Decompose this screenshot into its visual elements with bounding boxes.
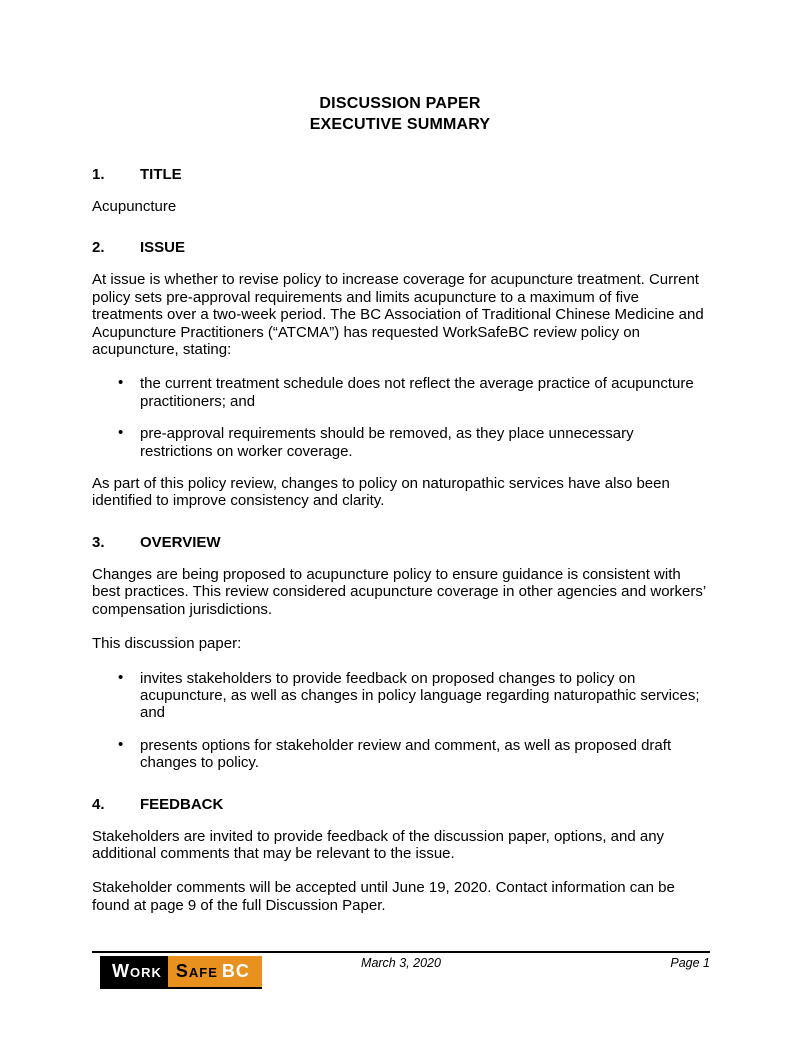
section-label: ISSUE [140, 239, 186, 257]
document-title-line2: EXECUTIVE SUMMARY [309, 116, 491, 133]
bullet-icon: • [118, 735, 124, 753]
section-heading-overview [92, 534, 708, 551]
section-number: 3. [92, 533, 105, 551]
footer-date: March 3, 2020 [361, 956, 441, 970]
list-item [92, 425, 708, 460]
paragraph: Changes are being proposed to acupuncture policy to ensure guidance is consistent with best practices. This review considered acupuncture coverage in other agencies and workers’ compensation jurisdictions. [92, 565, 706, 618]
section-heading-issue [92, 239, 708, 256]
bullet-icon: • [118, 374, 124, 392]
footer-page-number: Page 1 [670, 956, 710, 970]
paragraph: Acupuncture [92, 198, 177, 215]
page-footer [92, 951, 710, 989]
section-number: 1. [92, 166, 105, 183]
paragraph: Stakeholders are invited to provide feedback of the discussion paper, options, and any additional comments that may be relevant to the issue. [92, 827, 665, 862]
bullet-icon: • [118, 424, 124, 442]
document-title-line1: DISCUSSION PAPER [319, 95, 481, 112]
logo-bc-segment: BC [220, 956, 262, 987]
section-label: FEEDBACK [140, 795, 224, 813]
list-item-text: the current treatment schedule does not reflect the average practice of acupuncture practitioners; and [140, 375, 694, 410]
section-number: 2. [92, 239, 105, 257]
logo-safe-segment: Safe [168, 956, 220, 987]
footer-row [92, 953, 710, 989]
paragraph: At issue is whether to revise policy to increase coverage for acupuncture treatment. Current policy sets pre-approval requirements and limits acupuncture to a maximum of five treatments over a two-week period. The BC Association of Traditional Chinese Medicine and Acupuncture Practitioners (“ATCMA”) has requested WorkSafeBC review policy on acupuncture, stating: [92, 271, 704, 359]
paragraph: As part of this policy review, changes to policy on naturopathic services have also been identified to improve consistency and clarity. [92, 475, 670, 510]
list-item [92, 670, 708, 722]
bullet-icon: • [118, 668, 124, 686]
document-title [92, 93, 708, 135]
list-item-text: presents options for stakeholder review and comment, as well as proposed draft changes to policy. [140, 736, 672, 772]
list-item-text: pre-approval requirements should be removed, as they place unnecessary restrictions on worker coverage. [140, 425, 634, 460]
document-body [92, 93, 708, 931]
paragraph: Stakeholder comments will be accepted until June 19, 2020. Contact information can be found at page 9 of the full Discussion Paper. [92, 879, 675, 914]
paragraph: This discussion paper: [92, 635, 242, 653]
list-item [92, 375, 708, 410]
section-label: TITLE [140, 166, 182, 183]
list-item [92, 737, 708, 772]
section-heading-feedback [92, 796, 708, 813]
logo-work-segment: Work [100, 956, 168, 987]
section-heading-title [92, 166, 708, 183]
section-number: 4. [92, 795, 105, 813]
list-item-text: invites stakeholders to provide feedback on proposed changes to policy on acupuncture, as well as changes in policy language regarding naturopathic services; and [140, 669, 700, 722]
worksafebc-logo [100, 956, 262, 989]
section-label: OVERVIEW [140, 533, 221, 551]
